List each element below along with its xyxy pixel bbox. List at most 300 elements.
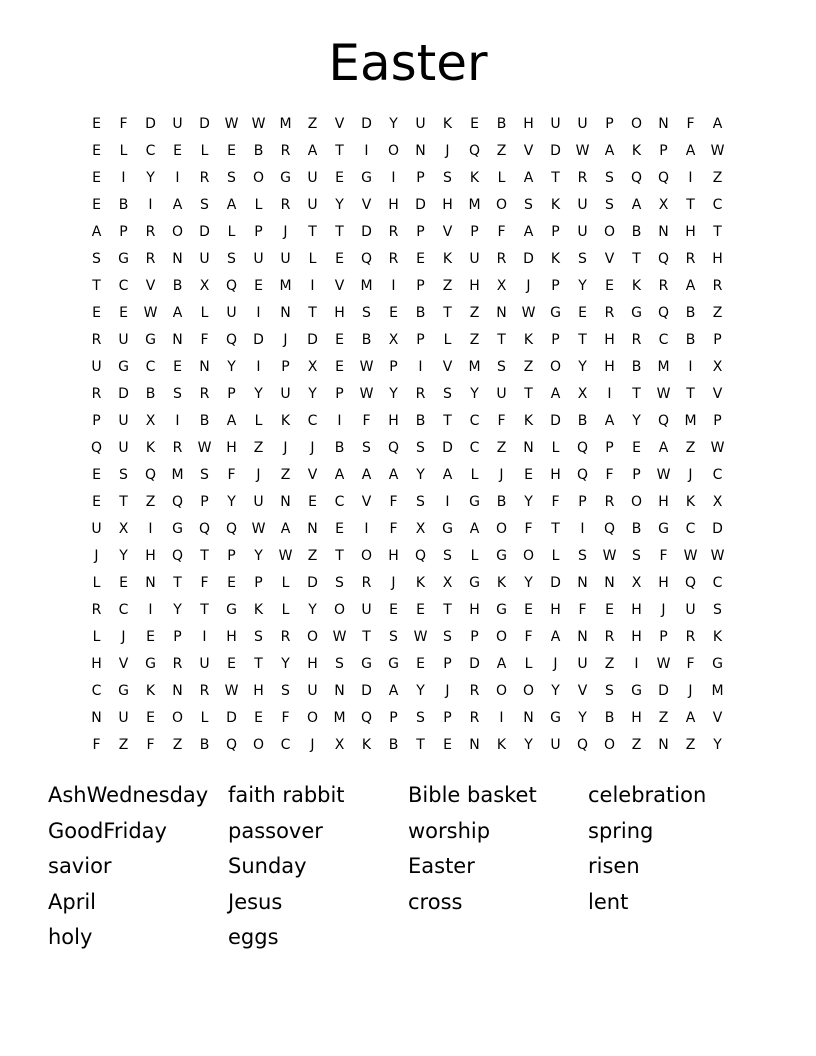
grid-letter[interactable]: C (469, 413, 480, 429)
grid-letter[interactable]: Q (225, 737, 238, 753)
grid-letter[interactable]: R (91, 602, 102, 618)
grid-letter[interactable]: I (148, 602, 153, 618)
grid-letter[interactable]: L (524, 656, 533, 672)
grid-letter[interactable]: Q (414, 548, 427, 564)
grid-letter[interactable]: K (631, 278, 642, 294)
grid-letter[interactable]: F (119, 116, 128, 132)
grid-letter[interactable]: N (577, 629, 588, 645)
grid-letter[interactable]: Y (389, 386, 398, 402)
grid-letter[interactable]: J (310, 440, 315, 456)
grid-letter[interactable]: W (521, 305, 536, 321)
grid-letter[interactable]: A (685, 278, 696, 294)
grid-letter[interactable]: U (280, 251, 291, 267)
grid-letter[interactable]: E (389, 602, 398, 618)
grid-letter[interactable]: I (499, 710, 504, 726)
grid-letter[interactable]: P (443, 656, 452, 672)
grid-letter[interactable]: I (121, 170, 126, 186)
grid-letter[interactable]: X (577, 386, 588, 402)
grid-letter[interactable]: U (685, 602, 696, 618)
grid-letter[interactable]: C (91, 683, 102, 699)
grid-letter[interactable]: Y (524, 494, 533, 510)
grid-letter[interactable]: G (118, 251, 129, 267)
grid-letter[interactable]: K (685, 494, 696, 510)
grid-letter[interactable]: D (550, 413, 561, 429)
grid-letter[interactable]: J (688, 683, 693, 699)
grid-letter[interactable]: M (711, 683, 724, 699)
grid-letter[interactable]: W (656, 467, 671, 483)
grid-letter[interactable]: E (146, 710, 155, 726)
grid-letter[interactable]: T (200, 602, 209, 618)
grid-letter[interactable]: A (523, 224, 534, 240)
grid-letter[interactable]: T (551, 170, 560, 186)
grid-letter[interactable]: R (172, 440, 183, 456)
grid-letter[interactable]: H (631, 602, 642, 618)
grid-letter[interactable]: C (712, 197, 723, 213)
grid-letter[interactable]: E (335, 359, 344, 375)
grid-letter[interactable]: Q (225, 332, 238, 348)
grid-letter[interactable]: C (280, 737, 291, 753)
grid-letter[interactable]: C (685, 521, 696, 537)
grid-letter[interactable]: P (551, 278, 560, 294)
grid-letter[interactable]: K (631, 143, 642, 159)
grid-letter[interactable]: Z (712, 305, 723, 321)
grid-letter[interactable]: U (172, 116, 183, 132)
grid-letter[interactable]: W (251, 521, 266, 537)
grid-letter[interactable]: J (391, 575, 396, 591)
grid-letter[interactable]: V (604, 251, 615, 267)
grid-letter[interactable]: F (524, 629, 533, 645)
grid-letter[interactable]: R (604, 629, 615, 645)
grid-letter[interactable]: V (361, 197, 372, 213)
grid-letter[interactable]: D (658, 683, 669, 699)
grid-letter[interactable]: G (145, 656, 156, 672)
grid-letter[interactable]: P (713, 332, 722, 348)
grid-letter[interactable]: D (145, 116, 156, 132)
grid-letter[interactable]: I (175, 413, 180, 429)
grid-letter[interactable]: E (443, 737, 452, 753)
grid-letter[interactable]: A (469, 521, 480, 537)
grid-letter[interactable]: Q (387, 440, 400, 456)
grid-letter[interactable]: E (254, 278, 263, 294)
grid-letter[interactable]: K (145, 683, 156, 699)
grid-letter[interactable]: R (388, 224, 399, 240)
grid-letter[interactable]: H (685, 224, 696, 240)
grid-letter[interactable]: Q (360, 710, 373, 726)
grid-letter[interactable]: P (119, 224, 128, 240)
grid-letter[interactable]: I (364, 521, 369, 537)
grid-letter[interactable]: O (495, 683, 508, 699)
grid-letter[interactable]: R (388, 251, 399, 267)
grid-letter[interactable]: O (495, 521, 508, 537)
grid-letter[interactable]: S (416, 494, 425, 510)
grid-letter[interactable]: S (605, 170, 614, 186)
grid-letter[interactable]: C (307, 413, 318, 429)
grid-letter[interactable]: P (335, 386, 344, 402)
grid-letter[interactable]: V (442, 359, 453, 375)
grid-letter[interactable]: E (335, 521, 344, 537)
grid-letter[interactable]: N (172, 332, 183, 348)
grid-letter[interactable]: U (307, 197, 318, 213)
grid-letter[interactable]: Y (416, 467, 425, 483)
grid-letter[interactable]: O (171, 710, 184, 726)
grid-letter[interactable]: R (577, 170, 588, 186)
grid-letter[interactable]: E (416, 251, 425, 267)
grid-letter[interactable]: C (712, 575, 723, 591)
grid-letter[interactable]: S (416, 440, 425, 456)
grid-letter[interactable]: Z (253, 440, 264, 456)
grid-letter[interactable]: L (92, 629, 101, 645)
grid-letter[interactable]: T (173, 575, 182, 591)
grid-letter[interactable]: U (91, 359, 102, 375)
grid-letter[interactable]: X (415, 521, 426, 537)
grid-letter[interactable]: U (118, 710, 129, 726)
grid-letter[interactable]: N (658, 116, 669, 132)
grid-letter[interactable]: B (415, 413, 426, 429)
grid-letter[interactable]: W (413, 629, 428, 645)
grid-letter[interactable]: B (172, 278, 183, 294)
grid-letter[interactable]: R (712, 278, 723, 294)
grid-letter[interactable]: W (710, 143, 725, 159)
grid-letter[interactable]: J (553, 656, 558, 672)
grid-letter[interactable]: N (280, 305, 291, 321)
grid-letter[interactable]: Y (308, 602, 317, 618)
grid-letter[interactable]: W (602, 548, 617, 564)
grid-letter[interactable]: F (146, 737, 155, 753)
grid-letter[interactable]: I (607, 386, 612, 402)
grid-letter[interactable]: Z (685, 737, 696, 753)
grid-letter[interactable]: Q (657, 170, 670, 186)
grid-letter[interactable]: W (359, 386, 374, 402)
grid-letter[interactable]: E (524, 467, 533, 483)
grid-letter[interactable]: H (469, 602, 480, 618)
grid-letter[interactable]: Y (146, 170, 155, 186)
grid-letter[interactable]: U (118, 440, 129, 456)
grid-letter[interactable]: O (495, 629, 508, 645)
grid-letter[interactable]: F (389, 494, 398, 510)
grid-letter[interactable]: M (279, 116, 292, 132)
grid-letter[interactable]: M (360, 278, 373, 294)
grid-letter[interactable]: N (334, 683, 345, 699)
grid-letter[interactable]: K (550, 251, 561, 267)
grid-letter[interactable]: N (523, 440, 534, 456)
grid-letter[interactable]: W (575, 143, 590, 159)
grid-letter[interactable]: Y (254, 548, 263, 564)
grid-letter[interactable]: M (279, 278, 292, 294)
grid-letter[interactable]: T (443, 413, 452, 429)
grid-letter[interactable]: E (308, 494, 317, 510)
grid-letter[interactable]: B (334, 440, 345, 456)
grid-letter[interactable]: P (389, 710, 398, 726)
grid-letter[interactable]: S (200, 467, 209, 483)
grid-letter[interactable]: Z (685, 440, 696, 456)
grid-letter[interactable]: C (658, 332, 669, 348)
grid-letter[interactable]: V (334, 116, 345, 132)
grid-letter[interactable]: O (306, 629, 319, 645)
grid-letter[interactable]: G (631, 305, 642, 321)
grid-letter[interactable]: F (578, 602, 587, 618)
grid-letter[interactable]: R (604, 305, 615, 321)
grid-letter[interactable]: S (227, 251, 236, 267)
grid-letter[interactable]: E (92, 170, 101, 186)
grid-letter[interactable]: P (713, 413, 722, 429)
grid-letter[interactable]: L (92, 575, 101, 591)
grid-letter[interactable]: S (416, 710, 425, 726)
grid-letter[interactable]: Z (469, 332, 480, 348)
grid-letter[interactable]: W (710, 440, 725, 456)
grid-letter[interactable]: G (712, 656, 723, 672)
grid-letter[interactable]: Y (173, 602, 182, 618)
grid-letter[interactable]: U (253, 251, 264, 267)
grid-letter[interactable]: Y (524, 575, 533, 591)
grid-letter[interactable]: F (659, 548, 668, 564)
grid-letter[interactable]: L (200, 710, 209, 726)
grid-letter[interactable]: K (442, 251, 453, 267)
grid-letter[interactable]: M (468, 197, 481, 213)
grid-letter[interactable]: A (334, 467, 345, 483)
grid-letter[interactable]: W (224, 683, 239, 699)
grid-letter[interactable]: H (388, 197, 399, 213)
grid-letter[interactable]: X (496, 278, 507, 294)
grid-letter[interactable]: X (307, 359, 318, 375)
grid-letter[interactable]: S (200, 197, 209, 213)
grid-letter[interactable]: R (91, 332, 102, 348)
grid-letter[interactable]: F (686, 116, 695, 132)
grid-letter[interactable]: Q (576, 440, 589, 456)
grid-letter[interactable]: K (523, 413, 534, 429)
grid-letter[interactable]: P (416, 332, 425, 348)
grid-letter[interactable]: C (118, 602, 129, 618)
grid-letter[interactable]: T (119, 494, 128, 510)
grid-letter[interactable]: H (388, 548, 399, 564)
grid-letter[interactable]: E (335, 170, 344, 186)
grid-letter[interactable]: W (656, 656, 671, 672)
grid-letter[interactable]: B (496, 116, 507, 132)
grid-letter[interactable]: Y (632, 413, 641, 429)
grid-letter[interactable]: D (523, 251, 534, 267)
grid-letter[interactable]: I (634, 656, 639, 672)
grid-letter[interactable]: Y (578, 359, 587, 375)
grid-letter[interactable]: O (522, 683, 535, 699)
grid-letter[interactable]: H (469, 278, 480, 294)
grid-letter[interactable]: L (200, 143, 209, 159)
grid-letter[interactable]: D (712, 521, 723, 537)
grid-letter[interactable]: I (688, 359, 693, 375)
grid-letter[interactable]: Y (578, 278, 587, 294)
grid-letter[interactable]: B (496, 494, 507, 510)
grid-letter[interactable]: A (685, 710, 696, 726)
grid-letter[interactable]: E (605, 278, 614, 294)
grid-letter[interactable]: Z (145, 494, 156, 510)
grid-letter[interactable]: Z (712, 170, 723, 186)
grid-letter[interactable]: Y (119, 548, 128, 564)
grid-letter[interactable]: V (577, 683, 588, 699)
grid-letter[interactable]: U (577, 116, 588, 132)
grid-letter[interactable]: L (254, 413, 263, 429)
grid-letter[interactable]: P (281, 359, 290, 375)
grid-letter[interactable]: L (281, 575, 290, 591)
grid-letter[interactable]: T (200, 548, 209, 564)
grid-letter[interactable]: Q (198, 521, 211, 537)
grid-letter[interactable]: X (658, 197, 669, 213)
grid-letter[interactable]: K (253, 602, 264, 618)
grid-letter[interactable]: A (631, 197, 642, 213)
grid-letter[interactable]: N (658, 737, 669, 753)
grid-letter[interactable]: Z (280, 467, 291, 483)
grid-letter[interactable]: O (333, 602, 346, 618)
grid-letter[interactable]: V (523, 143, 534, 159)
grid-letter[interactable]: M (171, 467, 184, 483)
grid-letter[interactable]: Z (658, 710, 669, 726)
grid-letter[interactable]: U (226, 305, 237, 321)
grid-letter[interactable]: N (496, 305, 507, 321)
grid-letter[interactable]: Q (225, 278, 238, 294)
grid-letter[interactable]: S (362, 305, 371, 321)
grid-letter[interactable]: O (252, 170, 265, 186)
grid-letter[interactable]: C (712, 467, 723, 483)
grid-letter[interactable]: B (199, 413, 210, 429)
grid-letter[interactable]: B (685, 305, 696, 321)
grid-letter[interactable]: J (121, 629, 126, 645)
grid-letter[interactable]: P (443, 710, 452, 726)
grid-letter[interactable]: P (416, 224, 425, 240)
grid-letter[interactable]: V (361, 494, 372, 510)
grid-letter[interactable]: L (470, 467, 479, 483)
grid-letter[interactable]: P (200, 494, 209, 510)
grid-letter[interactable]: N (523, 710, 534, 726)
grid-letter[interactable]: D (226, 710, 237, 726)
grid-letter[interactable]: T (578, 332, 587, 348)
grid-letter[interactable]: I (418, 359, 423, 375)
grid-letter[interactable]: H (631, 710, 642, 726)
grid-letter[interactable]: Q (360, 251, 373, 267)
grid-letter[interactable]: T (335, 224, 344, 240)
grid-letter[interactable]: H (604, 359, 615, 375)
grid-letter[interactable]: M (684, 413, 697, 429)
grid-letter[interactable]: U (550, 737, 561, 753)
grid-letter[interactable]: R (496, 251, 507, 267)
grid-letter[interactable]: O (171, 224, 184, 240)
grid-letter[interactable]: E (92, 197, 101, 213)
grid-letter[interactable]: V (145, 278, 156, 294)
grid-letter[interactable]: G (226, 602, 237, 618)
grid-letter[interactable]: E (578, 305, 587, 321)
grid-letter[interactable]: E (173, 359, 182, 375)
grid-letter[interactable]: I (256, 305, 261, 321)
grid-letter[interactable]: K (280, 413, 291, 429)
grid-letter[interactable]: H (442, 197, 453, 213)
grid-letter[interactable]: H (226, 440, 237, 456)
grid-letter[interactable]: F (686, 656, 695, 672)
grid-letter[interactable]: H (658, 575, 669, 591)
grid-letter[interactable]: A (226, 413, 237, 429)
grid-letter[interactable]: Q (576, 467, 589, 483)
grid-letter[interactable]: U (91, 521, 102, 537)
grid-letter[interactable]: C (145, 359, 156, 375)
grid-letter[interactable]: T (632, 251, 641, 267)
grid-letter[interactable]: L (443, 332, 452, 348)
grid-letter[interactable]: E (416, 602, 425, 618)
grid-letter[interactable]: Q (657, 305, 670, 321)
grid-letter[interactable]: U (253, 494, 264, 510)
grid-letter[interactable]: Y (578, 710, 587, 726)
grid-letter[interactable]: W (683, 548, 698, 564)
grid-letter[interactable]: M (657, 359, 670, 375)
grid-letter[interactable]: E (119, 305, 128, 321)
grid-letter[interactable]: F (497, 413, 506, 429)
grid-letter[interactable]: U (496, 386, 507, 402)
grid-letter[interactable]: I (580, 521, 585, 537)
grid-letter[interactable]: O (387, 143, 400, 159)
grid-letter[interactable]: V (118, 656, 129, 672)
grid-letter[interactable]: G (172, 521, 183, 537)
grid-letter[interactable]: O (252, 737, 265, 753)
grid-letter[interactable]: R (631, 332, 642, 348)
grid-letter[interactable]: K (496, 737, 507, 753)
grid-letter[interactable]: P (173, 629, 182, 645)
grid-letter[interactable]: N (307, 521, 318, 537)
grid-letter[interactable]: K (442, 116, 453, 132)
grid-letter[interactable]: P (551, 332, 560, 348)
grid-letter[interactable]: P (470, 629, 479, 645)
grid-letter[interactable]: U (469, 251, 480, 267)
grid-letter[interactable]: X (334, 737, 345, 753)
grid-letter[interactable]: N (91, 710, 102, 726)
grid-letter[interactable]: Y (227, 359, 236, 375)
grid-letter[interactable]: B (685, 332, 696, 348)
grid-letter[interactable]: U (550, 116, 561, 132)
grid-letter[interactable]: T (443, 305, 452, 321)
grid-letter[interactable]: Z (496, 143, 507, 159)
grid-letter[interactable]: D (469, 656, 480, 672)
grid-letter[interactable]: R (145, 251, 156, 267)
grid-letter[interactable]: E (119, 575, 128, 591)
grid-letter[interactable]: W (278, 548, 293, 564)
grid-letter[interactable]: Z (307, 548, 318, 564)
grid-letter[interactable]: O (630, 494, 643, 510)
grid-letter[interactable]: U (577, 656, 588, 672)
grid-letter[interactable]: J (688, 467, 693, 483)
grid-letter[interactable]: V (307, 467, 318, 483)
grid-letter[interactable]: R (415, 386, 426, 402)
grid-letter[interactable]: V (712, 710, 723, 726)
grid-letter[interactable]: E (92, 143, 101, 159)
grid-letter[interactable]: E (335, 251, 344, 267)
grid-letter[interactable]: F (200, 575, 209, 591)
grid-letter[interactable]: F (605, 467, 614, 483)
grid-letter[interactable]: G (496, 548, 507, 564)
grid-letter[interactable]: A (172, 197, 183, 213)
grid-letter[interactable]: Z (172, 737, 183, 753)
grid-letter[interactable]: P (254, 224, 263, 240)
grid-letter[interactable]: N (145, 575, 156, 591)
grid-letter[interactable]: I (688, 170, 693, 186)
grid-letter[interactable]: H (91, 656, 102, 672)
grid-letter[interactable]: C (145, 143, 156, 159)
grid-letter[interactable]: H (253, 683, 264, 699)
grid-letter[interactable]: E (92, 305, 101, 321)
grid-letter[interactable]: T (686, 197, 695, 213)
grid-letter[interactable]: K (361, 737, 372, 753)
grid-letter[interactable]: Y (551, 683, 560, 699)
grid-letter[interactable]: Q (657, 251, 670, 267)
grid-letter[interactable]: Y (281, 656, 290, 672)
grid-letter[interactable]: L (308, 251, 317, 267)
grid-letter[interactable]: Q (468, 143, 481, 159)
grid-letter[interactable]: O (630, 116, 643, 132)
grid-letter[interactable]: Y (524, 737, 533, 753)
grid-letter[interactable]: Q (576, 737, 589, 753)
grid-letter[interactable]: W (656, 386, 671, 402)
